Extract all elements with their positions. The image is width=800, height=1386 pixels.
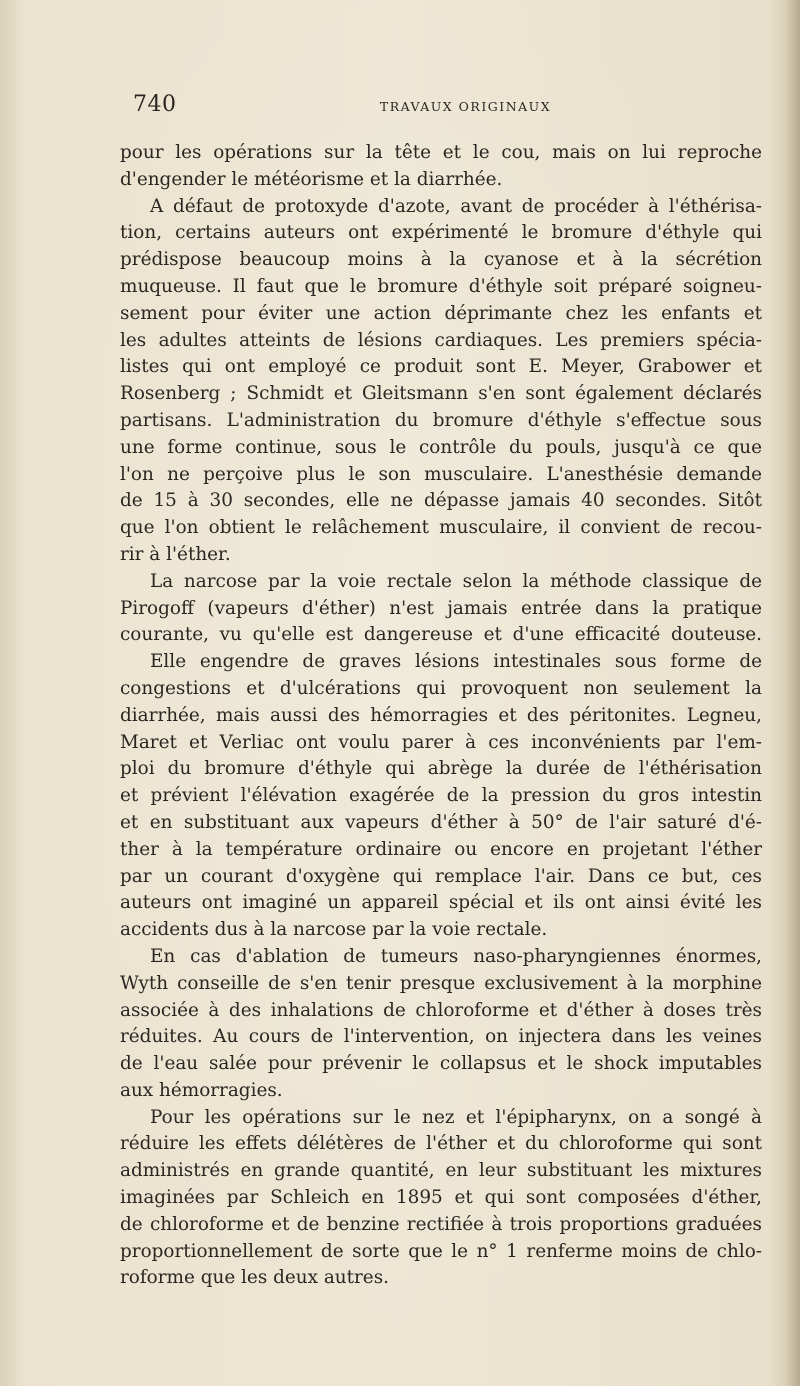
text-line: ther à la température ordinaire ou encore en projetant l'éther <box>120 838 762 860</box>
text-line: associée à des inhalations de chloroforme et d'éther à doses très <box>120 999 762 1021</box>
text-line: de chloroforme et de benzine rectifiée à trois proportions graduées <box>120 1213 762 1235</box>
text-line: d'engender le météorisme et la diarrhée. <box>120 168 503 190</box>
text-line: Wyth conseille de s'en tenir presque exclusivement à la morphine <box>120 972 762 994</box>
body-text <box>120 140 762 1292</box>
text-line: Pour les opérations sur le nez et l'épipharynx, on a songé à <box>150 1106 762 1128</box>
text-line: diarrhée, mais aussi des hémorragies et des péritonites. Legneu, <box>120 704 762 726</box>
text-line: rir à l'éther. <box>120 543 231 565</box>
text-line: aux hémorragies. <box>120 1079 283 1101</box>
text-line: congestions et d'ulcérations qui provoquent non seulement la <box>120 677 762 699</box>
text-line: muqueuse. Il faut que le bromure d'éthyle soit préparé soigneu- <box>120 275 762 297</box>
page-number: 740 <box>133 92 177 117</box>
text-line: pour les opérations sur la tête et le cou, mais on lui reproche <box>120 142 762 163</box>
text-line: courante, vu qu'elle est dangereuse et d'une efficacité douteuse. <box>120 624 762 646</box>
text-line: Rosenberg ; Schmidt et Gleitsmann s'en sont également déclarés <box>120 383 762 405</box>
text-line: sement pour éviter une action déprimante chez les enfants et <box>120 302 762 324</box>
text-line: auteurs ont imaginé un appareil spécial et ils ont ainsi évité les <box>120 892 762 914</box>
text-line: partisans. L'administration du bromure d'éthyle s'effectue sous <box>120 409 762 431</box>
text-line: La narcose par la voie rectale selon la méthode classique de <box>150 570 762 592</box>
text-line: accidents dus à la narcose par la voie rectale. <box>120 919 548 941</box>
running-title: TRAVAUX ORIGINAUX <box>379 99 552 114</box>
text-line: et prévient l'élévation exagérée de la pression du gros intestin <box>120 785 762 807</box>
text-line: de l'eau salée pour prévenir le collapsus et le shock imputables <box>120 1053 762 1075</box>
text-line: que l'on obtient le relâchement musculaire, il convient de recou- <box>120 517 762 539</box>
text-line: réduire les effets délétères de l'éther et du chloroforme qui sont <box>120 1133 762 1155</box>
text-line: par un courant d'oxygène qui remplace l'air. Dans ce but, ces <box>120 865 762 887</box>
text-line: listes qui ont employé ce produit sont E. Meyer, Grabower et <box>120 356 762 378</box>
text-line: et en substituant aux vapeurs d'éther à 50° de l'air saturé d'é- <box>120 811 762 833</box>
text-line: de 15 à 30 secondes, elle ne dépasse jamais 40 secondes. Sitôt <box>120 490 762 512</box>
text-line: imaginées par Schleich en 1895 et qui sont composées d'éther, <box>120 1187 762 1209</box>
text-line: Maret et Verliac ont voulu parer à ces inconvénients par l'em- <box>120 731 762 753</box>
text-line: Elle engendre de graves lésions intestinales sous forme de <box>150 651 762 673</box>
text-line: les adultes atteints de lésions cardiaques. Les premiers spécia- <box>120 329 762 351</box>
text-line: une forme continue, sous le contrôle du pouls, jusqu'à ce que <box>120 436 762 458</box>
text-line: l'on ne perçoive plus le son musculaire. L'anesthésie demande <box>120 463 762 485</box>
text-line: ploi du bromure d'éthyle qui abrège la durée de l'éthérisation <box>120 758 762 780</box>
text-line: prédispose beaucoup moins à la cyanose et à la sécrétion <box>120 249 762 271</box>
text-line: réduites. Au cours de l'intervention, on injectera dans les veines <box>120 1026 762 1048</box>
page-edge-shadow <box>786 0 800 1386</box>
page-header <box>133 92 758 122</box>
text-line: A défaut de protoxyde d'azote, avant de procéder à l'éthérisa- <box>150 195 762 217</box>
text-line: tion, certains auteurs ont expérimenté le bromure d'éthyle qui <box>120 222 762 244</box>
text-line: proportionnellement de sorte que le n° 1 renferme moins de chlo- <box>120 1240 762 1262</box>
text-line: administrés en grande quantité, en leur substituant les mixtures <box>120 1160 762 1182</box>
text-line: roforme que les deux autres. <box>120 1267 389 1289</box>
text-line: Pirogoff (vapeurs d'éther) n'est jamais entrée dans la pratique <box>120 597 762 619</box>
text-line: En cas d'ablation de tumeurs naso-pharyngiennes énormes, <box>150 945 762 967</box>
